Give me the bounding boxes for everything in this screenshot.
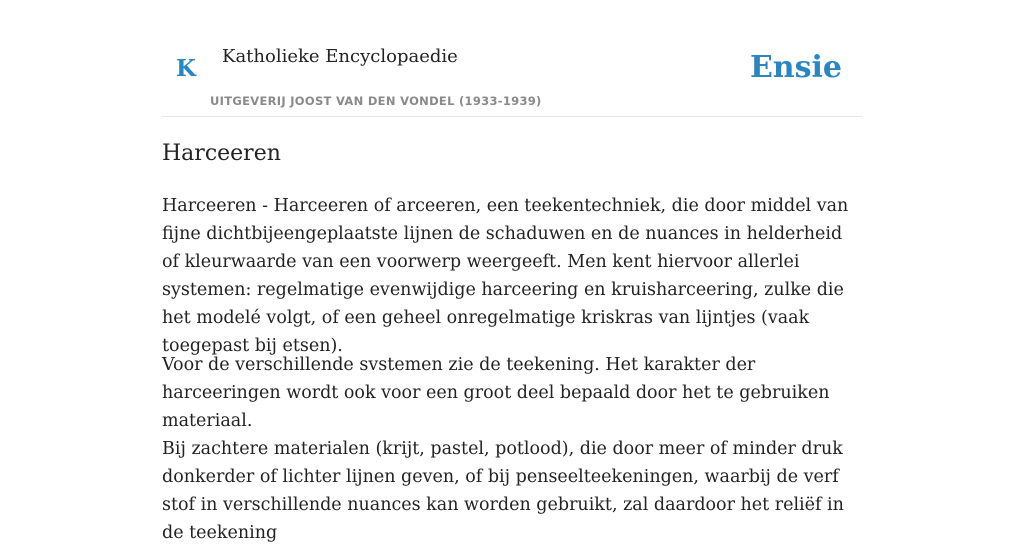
article-paragraph: Harceeren - Harceeren of arceeren, een teekentechniek, die door middel van fijne dichtbijeengeplaatste lijnen de schaduwen en de nuances in helderheid of kleurwaarde van een voorwerp weergeeft. Men kent hiervoor allerlei systemen: regelmatige evenwijdige harceering en kruisharceering, zulke die het modelé volgt, of een geheel onregelmatige kriskras van lijntjes (vaak toegepast bij etsen). (162, 196, 849, 356)
encyclopedia-title-link[interactable]: Katholieke Encyclopaedie (222, 46, 458, 67)
article-title: Harceeren (162, 141, 281, 166)
publisher-subtitle: UITGEVERIJ JOOST VAN DEN VONDEL (1933-1939) (210, 94, 542, 108)
article-paragraph: Voor de verschillende svstemen zie de teekening. Het karakter der harceeringen wordt ook voor een groot deel bepaald door het te gebruiken materiaal. (162, 355, 830, 431)
article-paragraph: Bij zachtere materialen (krijt, pastel, potlood), die door meer of minder druk donkerder of lichter lijnen geven, of bij penseelteekeningen, waarbij de verf stof in verschillende nuances kan worden gebruikt, zal daardoor het reliëf in de teekening (162, 439, 844, 543)
encyclopedia-logo-icon[interactable]: K (176, 55, 196, 82)
article (162, 138, 862, 543)
ensie-brand-logo[interactable]: Ensie (749, 50, 842, 85)
site-header (162, 0, 862, 117)
